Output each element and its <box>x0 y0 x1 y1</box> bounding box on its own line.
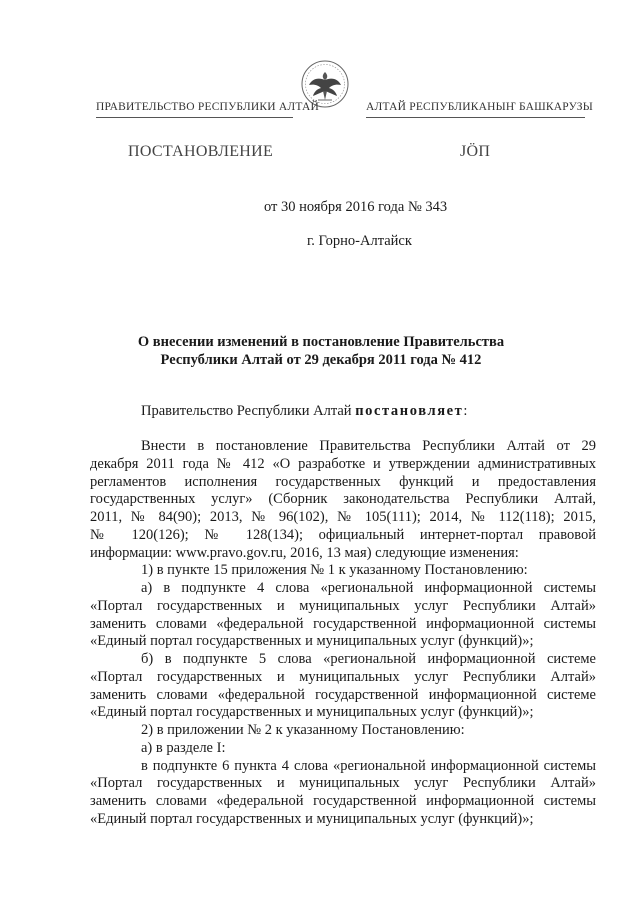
resolution-lead <box>141 403 467 420</box>
body-line: «Портал государственных и муниципальных услуг Республики Алтай» <box>90 597 596 614</box>
body-line: «Портал государственных и муниципальных услуг Республики Алтай» <box>90 775 596 792</box>
body-line: Внести в постановление Правительства Республики Алтай от 29 <box>141 438 596 454</box>
body-line: заменить словами «федеральной государственной информационной системы <box>90 793 596 809</box>
lead-suffix: : <box>463 403 468 419</box>
document-title <box>90 333 552 369</box>
body-line: б) в подпункте 5 слова «региональной информационной системе <box>141 651 596 667</box>
title-line-1: О внесении изменений в постановление Правительства <box>137 334 505 350</box>
body-line: информации: www.pravo.gov.ru, 2016, 13 мая) следующие изменения: <box>90 544 519 561</box>
document-city: г. Горно-Алтайск <box>307 233 412 249</box>
body-line: 2011, № 84(90); 2013, № 96(102), № 105(111); 2014, № 112(118); 2015, <box>90 509 596 525</box>
header-right-rule <box>366 117 585 118</box>
header-left-rule <box>96 117 293 118</box>
body-line: 1) в пункте 15 приложения № 1 к указанному Постановлению: <box>141 562 528 579</box>
body-line: а) в подпункте 4 слова «региональной информационной системы <box>141 580 596 596</box>
document-body <box>90 438 596 829</box>
body-line: заменить словами «федеральной государственной информационной системы <box>90 615 596 632</box>
doc-type-alt: JÖП <box>460 143 491 160</box>
title-line-2: Республики Алтай от 29 декабря 2011 года № 412 <box>160 352 482 368</box>
document-date-number: от 30 ноября 2016 года № 343 <box>264 199 448 215</box>
body-line: «Единый портал государственных и муниципальных услуг (функций)»; <box>90 633 534 650</box>
body-line: регламентов исполнения государственных функций и предоставления <box>90 473 596 490</box>
body-line: «Единый портал государственных и муниципальных услуг (функций)»; <box>90 704 534 721</box>
body-line: в подпункте 6 пункта 4 слова «региональной информационной системы <box>141 757 596 774</box>
header-left-title: ПРАВИТЕЛЬСТВО РЕСПУБЛИКИ АЛТАЙ <box>96 101 320 113</box>
body-line: № 120(126); № 128(134); официальный интернет-портал правовой <box>90 526 596 543</box>
lead-emphasis: постановляет <box>355 403 464 419</box>
body-line: «Портал государственных и муниципальных услуг Республики Алтай» <box>90 668 596 685</box>
body-line: «Единый портал государственных и муниципальных услуг (функций)»; <box>90 810 534 827</box>
body-line: заменить словами «федеральной государственной информационной системе <box>90 686 596 703</box>
lead-text: Правительство Республики Алтай <box>141 403 356 419</box>
doc-type-ru: ПОСТАНОВЛЕНИЕ <box>128 143 274 160</box>
body-line: государственных услуг» (Сборник законодательства Республики Алтай, <box>90 491 596 508</box>
header-right-title: АЛТАЙ РЕСПУБЛИКАНЫҤ БАШКАРУЗЫ <box>366 101 593 113</box>
body-line: а) в разделе I: <box>141 739 226 756</box>
body-line: 2) в приложении № 2 к указанному Постановлению: <box>141 722 465 738</box>
body-line: декабря 2011 года № 412 «О разработке и утверждении административных <box>90 455 596 472</box>
